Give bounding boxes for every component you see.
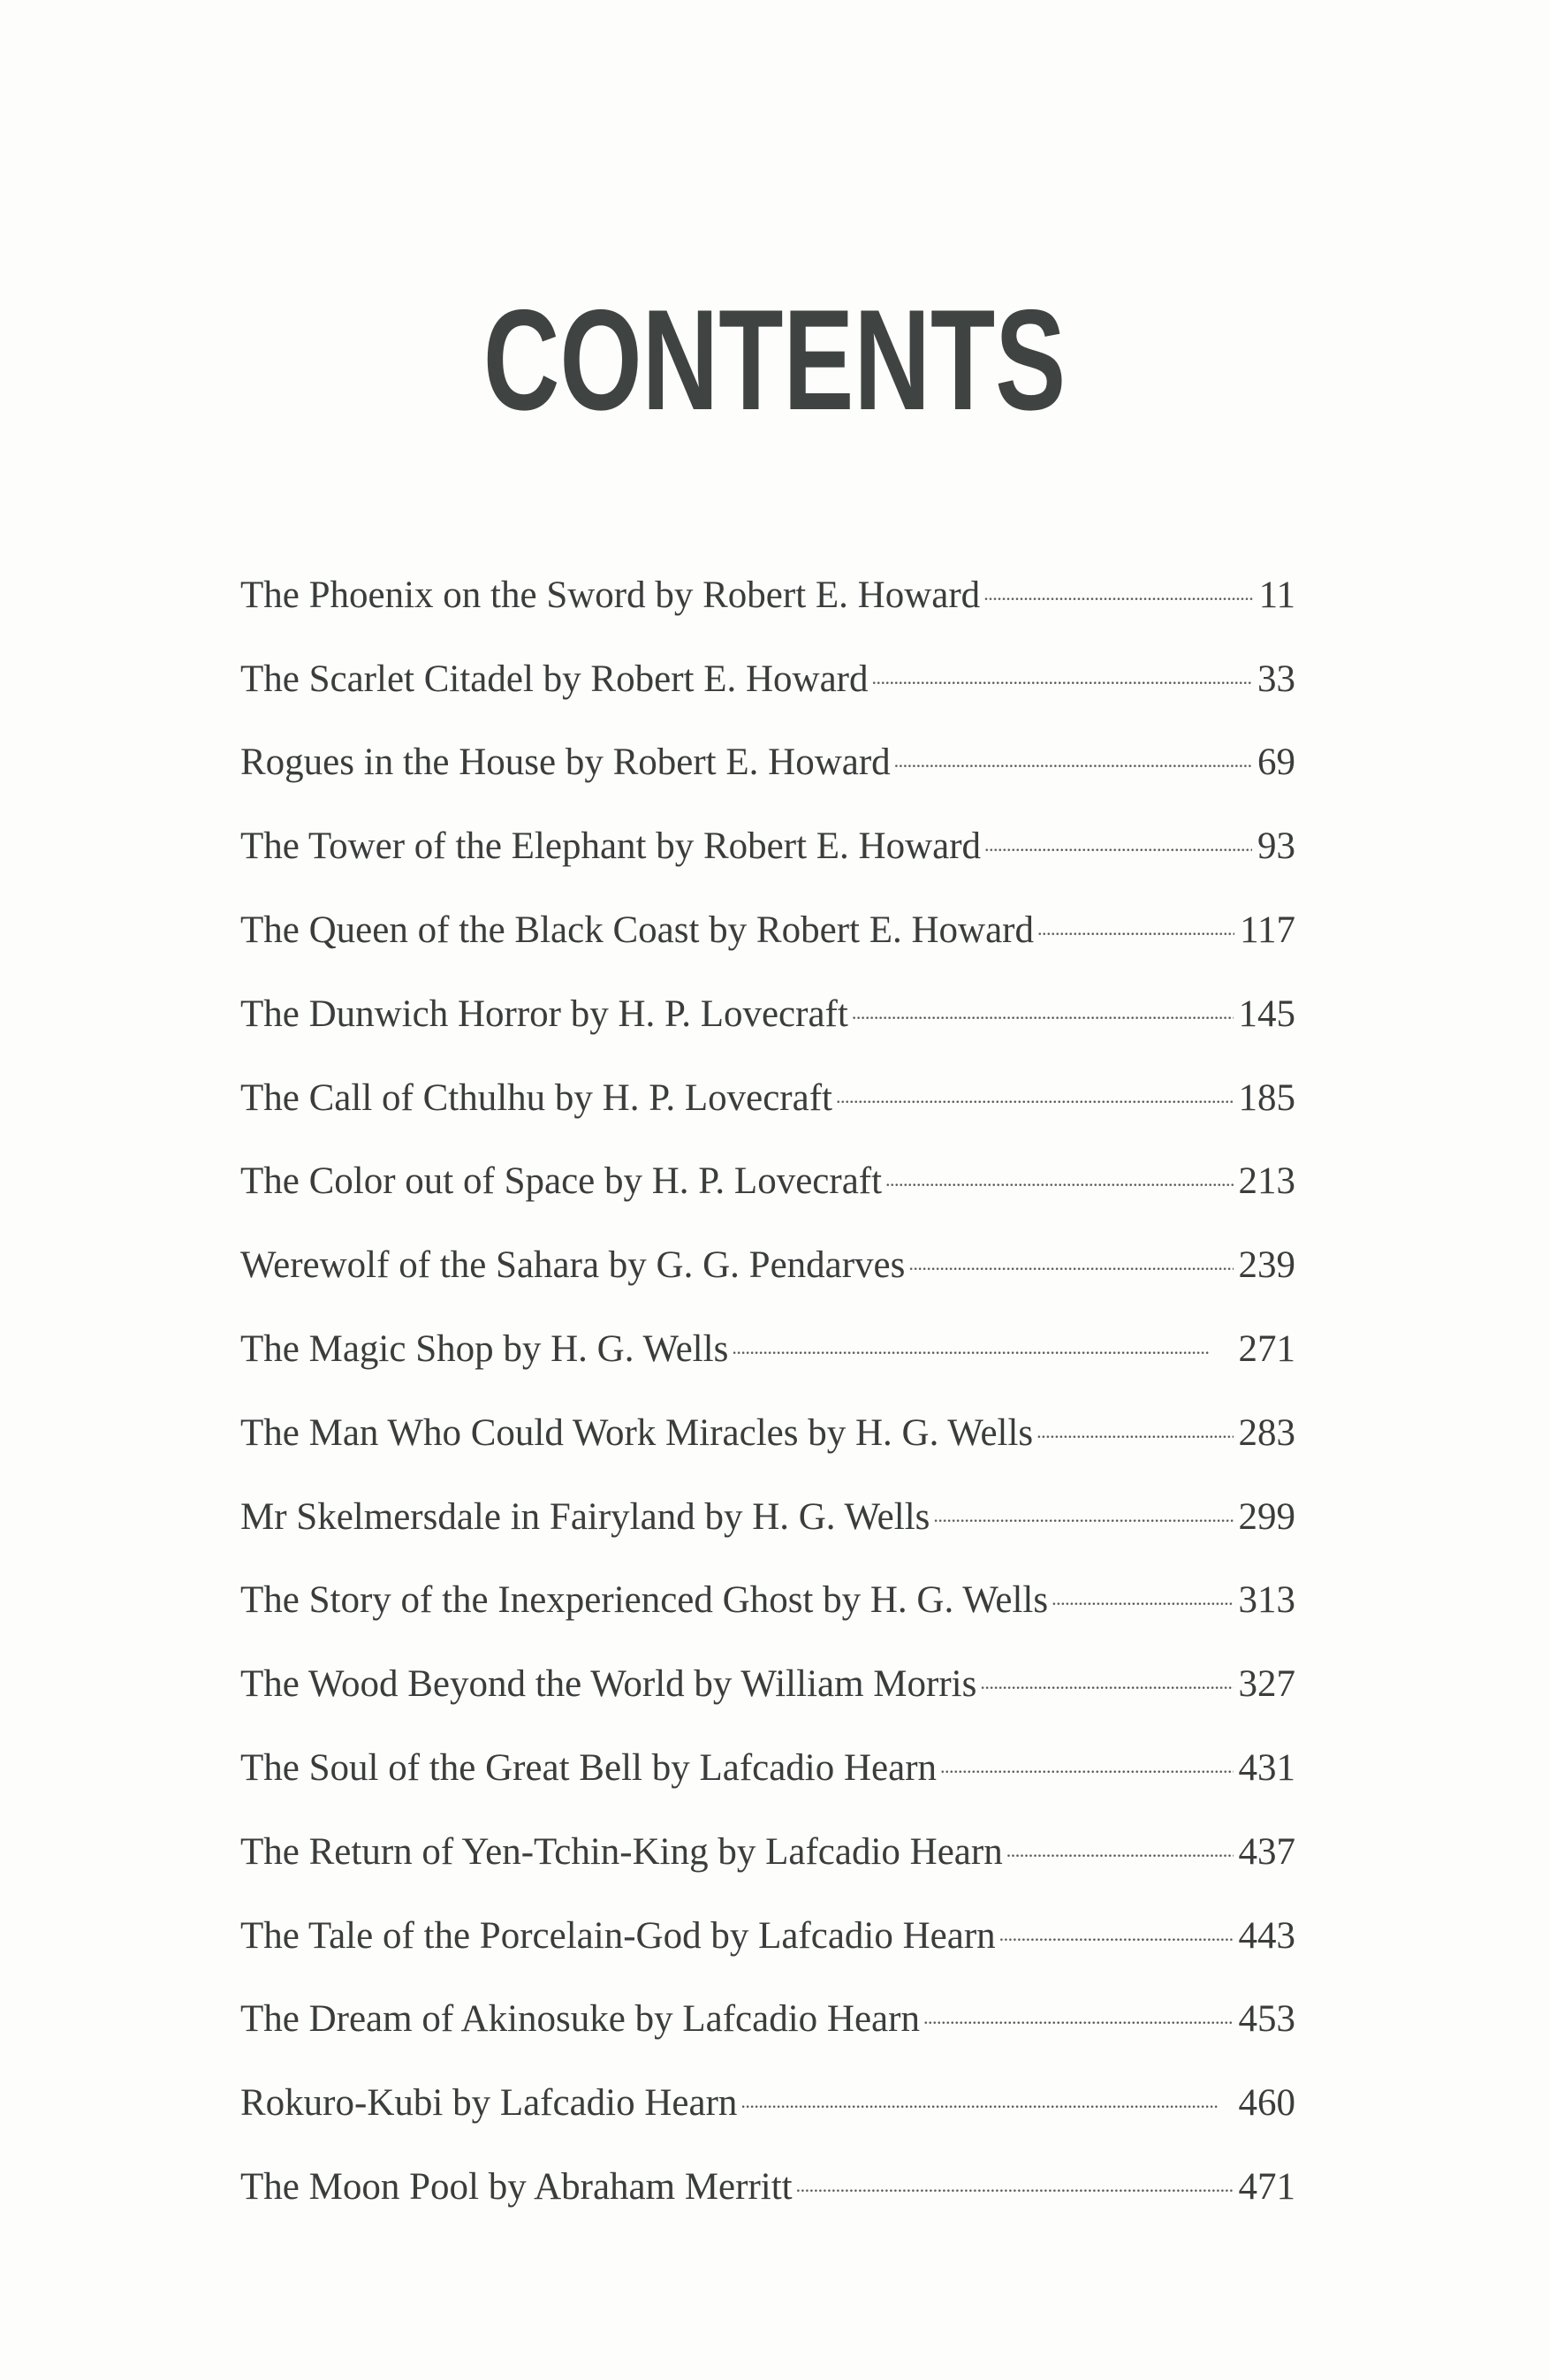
toc-entry-title: Mr Skelmersdale in Fairyland by H. G. Wells [240, 1495, 930, 1538]
toc-entry-page: 271 [1238, 1327, 1295, 1370]
dot-leader [908, 1235, 1233, 1288]
toc-entry-page: 283 [1238, 1411, 1295, 1454]
toc-entry[interactable] [240, 1724, 1295, 1808]
toc-entry-page: 299 [1238, 1495, 1295, 1538]
toc-entry-title: Rogues in the House by Robert E. Howard [240, 741, 891, 784]
dot-leader [983, 565, 1253, 618]
toc-entry-title: The Man Who Could Work Miracles by H. G. Wells [240, 1411, 1034, 1454]
dot-leader [796, 2156, 1234, 2209]
toc-entry-title: The Call of Cthulhu by H. P. Lovecraft [240, 1076, 832, 1119]
toc-entry-page: 431 [1238, 1746, 1295, 1789]
toc-entry-title: The Queen of the Black Coast by Robert E. Howard [240, 909, 1034, 951]
toc-entry-page: 69 [1257, 741, 1295, 784]
dot-leader [999, 1905, 1234, 1958]
dot-leader [1052, 1570, 1233, 1623]
toc-entry-page: 239 [1238, 1244, 1295, 1287]
toc-entry-title: The Wood Beyond the World by William Morris [240, 1663, 977, 1706]
dot-leader [1006, 1821, 1234, 1874]
toc-entry-page: 313 [1238, 1579, 1295, 1622]
dot-leader [940, 1737, 1233, 1791]
toc-entry[interactable] [240, 1473, 1295, 1557]
toc-entry-title: The Magic Shop by H. G. Wells [240, 1327, 729, 1370]
toc-entry-title: The Return of Yen-Tchin-King by Lafcadio Hearn [240, 1830, 1003, 1873]
toc-entry[interactable] [240, 802, 1295, 886]
dot-leader [872, 649, 1253, 702]
toc-entry-page: 145 [1238, 992, 1295, 1035]
dot-leader [732, 1319, 1233, 1372]
toc-entry[interactable] [240, 886, 1295, 970]
toc-entry[interactable] [240, 1808, 1295, 1892]
toc-entry-title: The Scarlet Citadel by Robert E. Howard [240, 658, 869, 700]
toc-entry[interactable] [240, 1054, 1295, 1138]
toc-entry-title: Werewolf of the Sahara by G. G. Pendarves [240, 1244, 906, 1287]
toc-entry-title: Rokuro-Kubi by Lafcadio Hearn [240, 2082, 738, 2125]
dot-leader [852, 984, 1234, 1037]
toc-entry[interactable] [240, 1892, 1295, 1976]
toc-entry[interactable] [240, 635, 1295, 719]
dot-leader [980, 1654, 1233, 1707]
toc-entry-page: 11 [1258, 574, 1295, 616]
toc-entry-page: 443 [1238, 1914, 1295, 1957]
toc-entry-page: 327 [1238, 1663, 1295, 1706]
toc-entry[interactable] [240, 1305, 1295, 1389]
toc-entry-title: The Color out of Space by H. P. Lovecraft [240, 1160, 883, 1203]
toc-entry-title: The Phoenix on the Sword by Robert E. Howard [240, 574, 981, 616]
page-title: CONTENTS [482, 280, 1067, 440]
toc-entry[interactable] [240, 551, 1295, 635]
toc-entry-title: The Moon Pool by Abraham Merritt [240, 2165, 793, 2208]
toc-entry-page: 33 [1257, 658, 1295, 700]
dot-leader [836, 1068, 1234, 1121]
toc-entry-page: 117 [1240, 909, 1295, 951]
toc-entry[interactable] [240, 1221, 1295, 1305]
toc-entry-page: 93 [1257, 825, 1295, 868]
toc-entry[interactable] [240, 719, 1295, 803]
toc-entry-page: 213 [1238, 1160, 1295, 1203]
toc-entry-page: 453 [1238, 1998, 1295, 2041]
toc-entry-title: The Dunwich Horror by H. P. Lovecraft [240, 992, 848, 1035]
toc-entry[interactable] [240, 2059, 1295, 2143]
dot-leader [923, 1988, 1234, 2042]
dot-leader [740, 2072, 1233, 2125]
toc-entry-page: 437 [1238, 1830, 1295, 1873]
toc-entry-title: The Tower of the Elephant by Robert E. Howard [240, 825, 982, 868]
toc-entry[interactable] [240, 970, 1295, 1054]
toc-entry[interactable] [240, 1389, 1295, 1473]
dot-leader [1037, 900, 1234, 953]
toc-entry-title: The Dream of Akinosuke by Lafcadio Hearn [240, 1998, 920, 2041]
toc-entry[interactable] [240, 1640, 1295, 1724]
toc-entry-page: 460 [1238, 2082, 1295, 2125]
toc-entry-page: 185 [1238, 1076, 1295, 1119]
dot-leader [933, 1487, 1233, 1540]
dot-leader [984, 816, 1252, 869]
dot-leader [885, 1151, 1233, 1204]
table-of-contents [240, 551, 1295, 2227]
toc-entry[interactable] [240, 1138, 1295, 1222]
toc-entry-title: The Tale of the Porcelain-God by Lafcadio Hearn [240, 1914, 996, 1957]
toc-entry-title: The Soul of the Great Bell by Lafcadio Hearn [240, 1746, 938, 1789]
dot-leader [894, 732, 1252, 785]
toc-entry-page: 471 [1238, 2165, 1295, 2208]
toc-entry[interactable] [240, 1976, 1295, 2060]
toc-entry[interactable] [240, 1557, 1295, 1641]
dot-leader [1036, 1403, 1233, 1456]
toc-entry-title: The Story of the Inexperienced Ghost by H. G. Wells [240, 1579, 1049, 1622]
toc-entry[interactable] [240, 2143, 1295, 2227]
